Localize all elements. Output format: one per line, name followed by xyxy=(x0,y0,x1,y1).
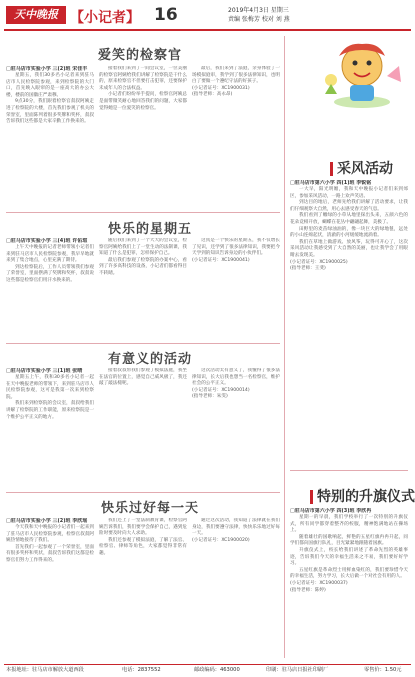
article-1-teacher: (指导老师：高永昂) xyxy=(192,92,233,98)
article-4-col-2 xyxy=(99,518,187,658)
mascot-illustration xyxy=(317,36,407,116)
footer-price: 零售价：1.50元 xyxy=(364,667,402,673)
article-5-para: 田野里的麦苗绿油油的，像一块巨大的绿地毯，远处的小山连绵起伏，清澈的小河缓缓地流淌着。 xyxy=(290,226,408,239)
article-5-teacher: (指导老师：王斐) xyxy=(290,266,326,272)
article-3-para: 接着叔叔带我们参观了模拟法庭，我坐在法官的位置上，感觉自己威风极了，我还敲了敲法槌呢。 xyxy=(99,368,187,387)
section-title: 【小记者】 xyxy=(70,10,140,26)
article-3-para: 我们来到检察院的会议室，叔叔给我们讲解了检察院的工作职能，原来检察院是一个维护公平正义的地方。 xyxy=(6,401,94,420)
title-accent-bar xyxy=(310,490,313,504)
article-title-1: 爱笑的检察官 xyxy=(97,48,182,63)
article-2-para: 随后我们来到了一个大大的会议室，检察官阿姨给我们上了一堂生动的法制课，我知道了什么是犯罪，怎样保护自己。 xyxy=(99,238,187,257)
article-3-para: 这次活动太有意义了，我懂得了很多法律知识，长大后我也想当一名检察官，维护社会的公平正义。 xyxy=(192,368,280,387)
header-date: 2019年4月3日 星期三 xyxy=(228,7,289,14)
article-2-byline: □驻马店市实验小学 三(4)班 许佑瑄 xyxy=(6,238,88,244)
article-2-id: (小记者证号：XC1900041) xyxy=(192,257,250,263)
article-title-6 xyxy=(310,486,415,506)
article-1-col-2 xyxy=(99,66,187,208)
article-5 xyxy=(290,180,408,420)
article-2-col-3 xyxy=(192,238,280,338)
article-3-id: (小记者证号：XC1900014) xyxy=(192,387,250,393)
article-title-4: 快乐过好每一天 xyxy=(100,501,199,516)
article-title-2: 快乐的星期五 xyxy=(107,222,192,237)
article-1-para: 接着我们来到了一间会议室，一位美丽的检察官阿姨给我们讲解了检察院是干什么的，原来检察官不但要打击犯罪，还要保护未成年人的合法权益。 xyxy=(99,66,187,91)
footer-address: 本报地址：驻马店市解放大道西段 xyxy=(6,667,84,673)
divider xyxy=(6,343,280,344)
article-4-col-1 xyxy=(6,518,94,658)
article-5-para: 我们看到了嫩绿的小草从地里探出头来，五颜六色的花朵竞相开放，蝴蝶在花丛中翩翩起舞，美极了。 xyxy=(290,213,408,225)
article-3-col-3 xyxy=(192,368,280,486)
article-5-para: 到达目的地后，老师先给我们讲解了活动要求，让我们仔细观察大自然，用心去感受春天的气息。 xyxy=(290,200,408,212)
article-6-id: (小记者证号：XC1900037) xyxy=(290,580,348,586)
article-6-para: 随着雄壮的国歌响起，鲜艳的五星红旗冉冉升起，同学们都向国旗行队礼，目光紧紧地跟随着国旗。 xyxy=(290,534,408,547)
article-4-para: 我们还上了一堂法制教育课，检察官阿姨告诉我们，我们要学会保护自己，遇到危险时要及时向大人求助。 xyxy=(99,518,187,537)
article-4-col-3 xyxy=(192,518,280,658)
article-3-col-1 xyxy=(6,368,94,486)
article-6 xyxy=(290,508,408,658)
article-title-5-text: 采风活动 xyxy=(337,161,393,177)
article-4-para: 首先我们一起参观了一个荣誉室，里面有很多奖杯和奖状，叔叔告诉我们这都是检察官们努力工作得来的。 xyxy=(6,544,94,563)
article-4-para: 我们还参观了模拟法庭，了解了法官、检察官、律师等角色，大家都觉得非常有趣。 xyxy=(99,537,187,556)
article-2-col-2 xyxy=(99,238,187,338)
article-4-id: (小记者证号：XC1900020) xyxy=(192,537,250,543)
divider xyxy=(6,492,280,493)
article-3-para: 星期五上午，我和30多名小记者一起在天中晚报老师的带领下，来到驻马店市人民检察院参观，这可是我第一次来到检察院。 xyxy=(6,375,94,400)
article-6-para: 五星红旗是革命烈士用鲜血染红的，我们要珍惜今天的幸福生活，努力学习，长大后做一个对社会有用的人。 xyxy=(290,567,408,580)
article-3-col-2 xyxy=(99,368,187,486)
article-1-para: 小记者们纷纷举手提问，检察官阿姨总是面带微笑耐心地回答我们的问题，大家都觉得她是一位爱笑的检察官。 xyxy=(99,92,187,111)
header-editors: 责编 张梅芳 校对 刘 燕 xyxy=(228,16,290,23)
article-title-6-text: 特别的升旗仪式 xyxy=(317,489,415,505)
article-1-byline: □驻马店市实验小学 三(2)班 宋佳丰 xyxy=(6,66,88,72)
page-footer xyxy=(4,664,411,676)
article-2-para: 到达检察院后，工作人员带领我们参观了荣誉室，里面摆满了奖牌和奖杯，叔叔说这些都是检察官们用汗水换来的。 xyxy=(6,264,94,283)
column-divider xyxy=(284,36,285,658)
article-4 xyxy=(6,518,280,658)
article-title-5 xyxy=(330,158,393,178)
article-5-byline: □驻马店市第六小学 四(1)班 李锐铭 xyxy=(290,180,372,186)
article-3-byline: □驻马店市实验小学 三(1)班 张晴 xyxy=(6,368,83,374)
article-2-col-1 xyxy=(6,238,94,338)
article-1-para: 星期五，我们30多名小记者来到驻马店市人民检察院参观，来到检察院的大门口，首先映入眼帘的是一座高大的办公大楼，楼前的国徽庄严肃穆。 xyxy=(6,73,94,98)
divider xyxy=(6,212,280,213)
article-1-para: 9点30分，我们跟着检察官叔叔阿姨走进了检察院的大楼，首先我们参观了机关的荣誉室，里面陈列着很多奖牌和奖杯，叔叔告诉我们这些都是大家辛勤工作换来的。 xyxy=(6,99,94,125)
title-accent-bar xyxy=(330,162,333,176)
footer-print: 印刷：驻马店日报社印刷厂 xyxy=(266,667,329,673)
article-4-byline: □驻马店市实验小学 三(2)班 李欣瑶 xyxy=(6,518,88,524)
masthead-logo: 天中晚报 xyxy=(6,6,66,24)
article-5-para: 一大早，阳光明媚，我和天中晚报小记者们来到郊区，参加采风活动，一路上欢声笑语。 xyxy=(290,187,408,199)
article-2-para: 最后我们参观了检察院的办案中心，看到了许多高科技的设备，小记者们都看得目不转睛。 xyxy=(99,257,187,276)
article-1-para: 最后，我们来到了法庭，亲身体验了一场模拟庭审，我学到了很多法律知识，也明白了要做一个遵纪守法的好孩子。 xyxy=(192,66,280,85)
article-6-col-1 xyxy=(290,508,408,658)
article-6-para: 升旗仪式上，校长给我们讲述了革命先烈的英雄事迹，告诉我们今天的幸福生活来之不易，我们要好好学习。 xyxy=(290,547,408,567)
footer-phone: 电话：2837552 xyxy=(122,667,161,673)
article-1-id: (小记者证号：XC1900031) xyxy=(192,85,250,91)
article-5-id: (小记者证号：XC1900025) xyxy=(290,259,348,265)
article-6-teacher: (指导老师：陈婷) xyxy=(290,587,326,593)
article-2-para: 上午天中晚报的记者老师带领小记者们来到驻马店市人民检察院参观，我早早地就来到了集合地点，心里充满了期待。 xyxy=(6,245,94,264)
article-1-col-3 xyxy=(192,66,280,208)
divider xyxy=(290,470,408,471)
page-number: 16 xyxy=(154,5,178,25)
article-3 xyxy=(6,368,280,486)
article-title-3: 有意义的活动 xyxy=(107,352,192,367)
article-5-col-1 xyxy=(290,180,408,420)
header-meta xyxy=(228,6,290,24)
article-5-para: 我们在草地上做游戏、放风筝，玩得可开心了，这次采风活动让我感受到了大自然的美丽，也让我学会了用眼睛去发现美。 xyxy=(290,239,408,258)
article-6-byline: □驻马店市第六小学 四(3)班 李欣冉 xyxy=(290,508,372,514)
article-2 xyxy=(6,238,280,338)
article-3-teacher: (指导老师：朱雯) xyxy=(192,394,228,400)
article-4-para: 通过这次活动，我知道了法律就在我们身边，我们要遵守法律，快快乐乐地过好每一天。 xyxy=(192,518,280,537)
article-1 xyxy=(6,66,280,208)
article-4-para: 今天我和天中晚报的小记者们一起来到了驻马店市人民检察院参观，检察官叔叔阿姨热情地接待了我们。 xyxy=(6,525,94,544)
article-6-para: 星期一的早晨，我们学校举行了一次特别的升旗仪式，所有同学都穿着整齐的校服，精神饱满地站在操场上。 xyxy=(290,515,408,534)
page-header xyxy=(4,3,411,31)
article-2-para: 这真是一个快乐的星期五，我不仅增长了见识，还学到了很多法律知识，我要把今天学到的知识告诉身边的小伙伴们。 xyxy=(192,238,280,257)
article-1-col-1 xyxy=(6,66,94,208)
footer-postcode: 邮政编码：463000 xyxy=(194,667,240,673)
